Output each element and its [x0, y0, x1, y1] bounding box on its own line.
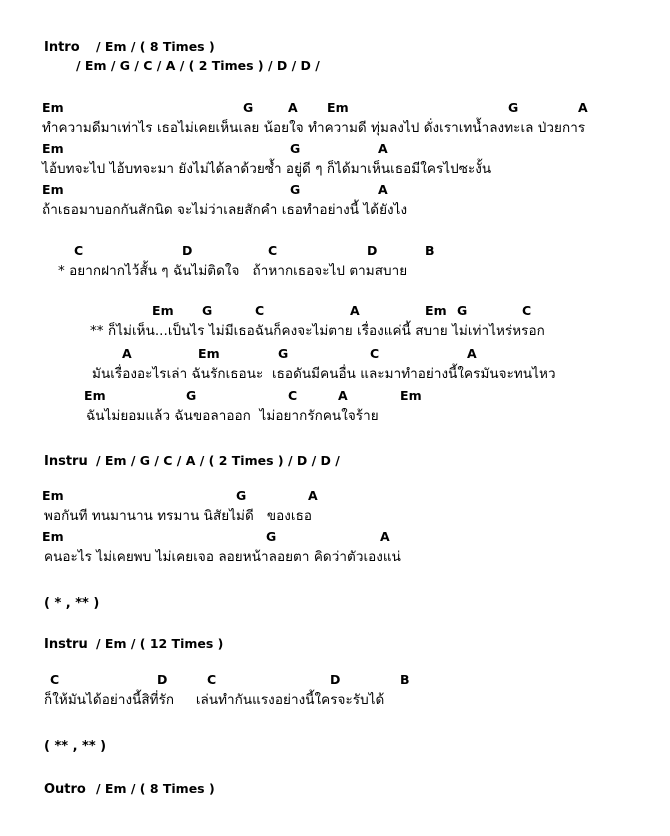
lyric-line-verse-1-3: ไอ้บทจะไป ไอ้บทจะมา ยังไม่ได้ลาด้วยซ้ำ อยู่ดี ๆ ก็ได้มาเห็นเธอมีใครไปซะงั้น	[42, 161, 492, 177]
lyric-line-verse-2-1: พอกันที ทนมานาน ทรมาน นิสัยไม่ดี ของเธอ	[44, 508, 313, 524]
section-progression-instru-2-0: / Em / ( 12 Times )	[96, 636, 224, 651]
lyric-line-verse-1-1: ทำความดีมาเท่าไร เธอไม่เคยเห็นเลย น้อยใจ ทำความดี ทุ่มลงไป ดั่งเราเทน้ำลงทะเล ป่วยการ	[42, 120, 586, 136]
chord-chorus-doublestar-2-2: G	[278, 346, 289, 361]
chord-chorus-doublestar-2-0: A	[122, 346, 132, 361]
chord-verse-1-0-1: G	[243, 100, 254, 115]
chord-verse-1-2-1: G	[290, 141, 301, 156]
chord-bridge-0-1: D	[157, 672, 168, 687]
chord-chorus-star-0-1: D	[182, 243, 193, 258]
chord-chorus-doublestar-2-3: C	[370, 346, 380, 361]
chord-chorus-doublestar-0-6: C	[522, 303, 532, 318]
chord-verse-1-0-5: A	[578, 100, 588, 115]
chord-verse-1-4-0: Em	[42, 182, 64, 197]
repeat-marker-repeat-1: ( * , ** )	[44, 596, 100, 611]
chord-chorus-star-0-4: B	[425, 243, 435, 258]
chord-verse-2-2-0: Em	[42, 529, 64, 544]
chord-chorus-star-0-3: D	[367, 243, 378, 258]
chord-chorus-doublestar-0-0: Em	[152, 303, 174, 318]
chord-chorus-doublestar-4-4: Em	[400, 388, 422, 403]
chord-chorus-doublestar-2-1: Em	[198, 346, 220, 361]
chord-verse-2-0-0: Em	[42, 488, 64, 503]
chord-chorus-doublestar-2-4: A	[467, 346, 477, 361]
section-label-outro: Outro	[44, 782, 86, 797]
section-progression-instru-1-0: / Em / G / C / A / ( 2 Times ) / D / D /	[96, 453, 340, 468]
lyric-line-verse-2-3: คนอะไร ไม่เคยพบ ไม่เคยเจอ ลอยหน้าลอยตา คิดว่าตัวเองแน่	[44, 549, 401, 565]
chord-chorus-doublestar-4-1: G	[186, 388, 197, 403]
section-progression-intro-0: / Em / ( 8 Times )	[96, 39, 215, 54]
lyric-line-bridge-1: ก็ให้มันได้อย่างนี้สิที่รัก เล่นทำกันแรงอย่างนี้ใครจะรับได้	[44, 692, 385, 708]
chord-bridge-0-3: D	[330, 672, 341, 687]
chord-chorus-star-0-0: C	[74, 243, 84, 258]
lyric-line-verse-1-5: ถ้าเธอมาบอกกันสักนิด จะไม่ว่าเลยสักคำ เธอทำอย่างนี้ ได้ยังไง	[42, 202, 408, 218]
section-progression-outro-0: / Em / ( 8 Times )	[96, 781, 215, 796]
repeat-marker-repeat-2: ( ** , ** )	[44, 739, 107, 754]
chord-verse-1-4-2: A	[378, 182, 388, 197]
chord-verse-1-2-0: Em	[42, 141, 64, 156]
chord-chorus-doublestar-0-4: Em	[425, 303, 447, 318]
chord-verse-1-4-1: G	[290, 182, 301, 197]
chord-verse-1-0-0: Em	[42, 100, 64, 115]
chord-bridge-0-2: C	[207, 672, 217, 687]
chord-chorus-doublestar-4-2: C	[288, 388, 298, 403]
chord-chorus-doublestar-4-3: A	[338, 388, 348, 403]
lyric-line-chorus-doublestar-5: ฉันไม่ยอมแล้ว ฉันขอลาออก ไม่อยากรักคนใจร้าย	[86, 408, 379, 424]
chord-verse-1-2-2: A	[378, 141, 388, 156]
lyric-line-chorus-star-1: * อยากฝากไว้สั้น ๆ ฉันไม่ติดใจ ถ้าหากเธอจะไป ตามสบาย	[58, 263, 408, 279]
chord-chorus-doublestar-0-2: C	[255, 303, 265, 318]
chord-chorus-doublestar-0-1: G	[202, 303, 213, 318]
section-progression-intro-1: / Em / G / C / A / ( 2 Times ) / D / D /	[76, 58, 320, 73]
chord-bridge-0-0: C	[50, 672, 60, 687]
section-label-instru-1: Instru	[44, 454, 88, 469]
chord-verse-1-0-4: G	[508, 100, 519, 115]
chord-verse-2-2-1: G	[266, 529, 277, 544]
chord-verse-1-0-2: A	[288, 100, 298, 115]
chord-verse-2-0-2: A	[308, 488, 318, 503]
chord-chorus-doublestar-4-0: Em	[84, 388, 106, 403]
section-label-instru-2: Instru	[44, 637, 88, 652]
chord-chorus-star-0-2: C	[268, 243, 278, 258]
lyric-line-chorus-doublestar-3: มันเรื่องอะไรเล่า ฉันรักเธอนะ เธอดันมีคนอื่น และมาทำอย่างนี้ใครมันจะทนไหว	[92, 366, 556, 382]
chord-bridge-0-4: B	[400, 672, 410, 687]
chord-verse-2-0-1: G	[236, 488, 247, 503]
chord-chorus-doublestar-0-5: G	[457, 303, 468, 318]
chord-verse-2-2-2: A	[380, 529, 390, 544]
lyric-line-chorus-doublestar-1: ** ก็ไม่เห็น...เป็นไร ไม่มีเธอฉันก็คงจะไม่ตาย เรื่องแค่นี้ สบาย ไม่เท่าไหร่หรอก	[90, 323, 545, 339]
chord-verse-1-0-3: Em	[327, 100, 349, 115]
chord-chorus-doublestar-0-3: A	[350, 303, 360, 318]
section-label-intro: Intro	[44, 40, 80, 55]
